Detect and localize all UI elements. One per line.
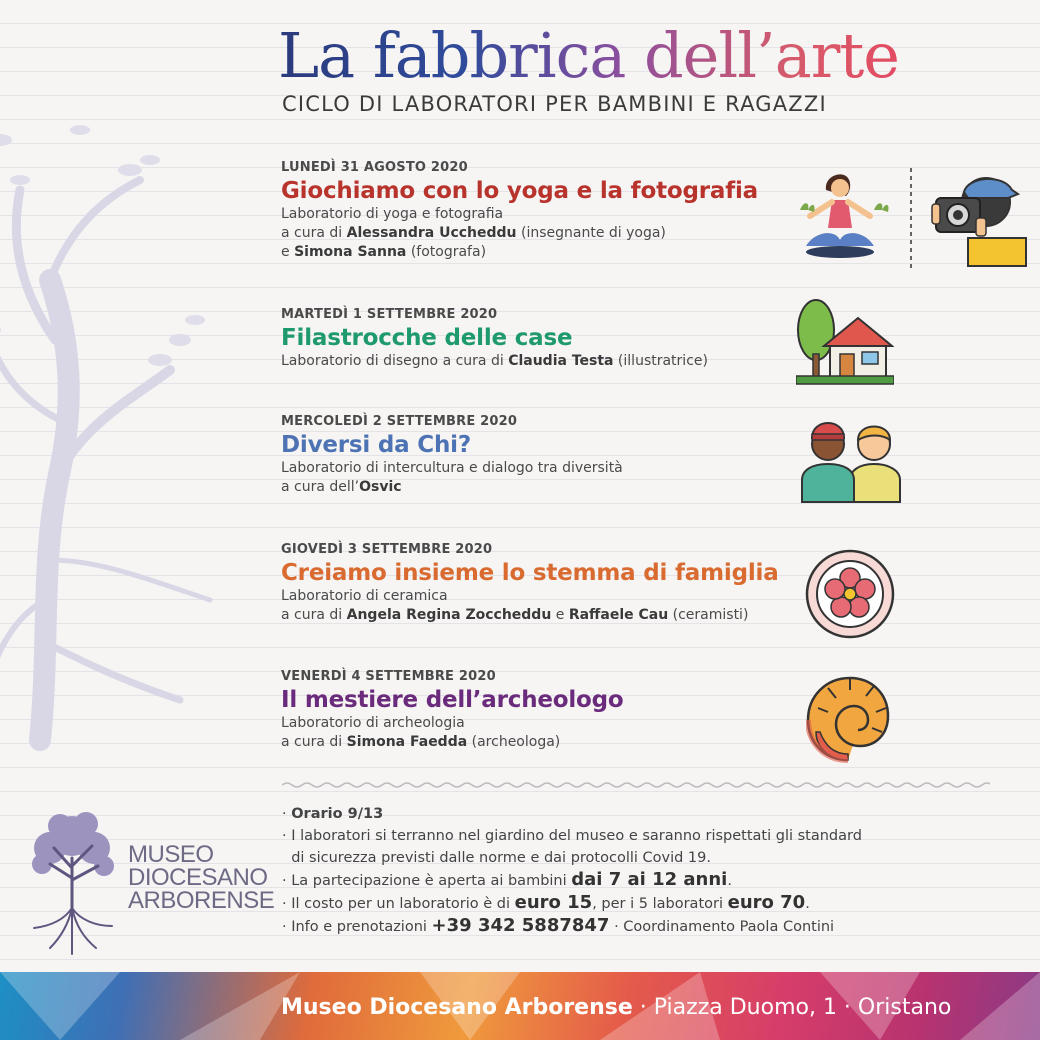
text-segment: (archeologa)	[467, 734, 561, 750]
text-line	[281, 587, 801, 606]
event-item	[281, 542, 801, 625]
text-emphasis: Angela Regina Zoccheddu	[346, 607, 552, 623]
footer-museum-name: Museo Diocesano Arborense	[281, 995, 633, 1020]
text-line	[281, 459, 801, 478]
friends-icon	[800, 414, 902, 504]
text-line	[282, 869, 982, 892]
text-emphasis: Simona Sanna	[294, 244, 407, 260]
text-line	[282, 803, 982, 825]
text-emphasis: euro 70	[727, 892, 806, 913]
event-item	[281, 307, 801, 371]
text-segment: di sicurezza previsti dalle norme e dai protocolli Covid 19.	[282, 850, 711, 866]
divider-icon	[908, 168, 914, 268]
wavy-divider-icon	[282, 780, 990, 790]
background-tree-icon	[0, 40, 240, 760]
text-line	[281, 606, 801, 625]
text-emphasis: Simona Faedda	[346, 734, 468, 750]
text-segment: e	[551, 607, 569, 623]
text-segment: Laboratorio di disegno a cura di	[281, 353, 509, 369]
text-emphasis: Alessandra Uccheddu	[346, 225, 517, 241]
text-emphasis: dai 7 ai 12 anni	[571, 869, 728, 890]
ammonite-fossil-icon	[806, 674, 890, 764]
house-icon	[796, 296, 894, 386]
event-item	[281, 669, 801, 752]
footer-address: · Piazza Duomo, 1 · Oristano	[632, 995, 952, 1020]
text-segment: .	[727, 873, 732, 889]
text-line	[281, 205, 801, 224]
text-line	[282, 892, 982, 915]
text-segment: Laboratorio di yoga e fotografia	[281, 206, 504, 222]
text-segment: · I laboratori si terranno nel giardino del museo e saranno rispettati gli standard	[282, 828, 862, 844]
logo-line: DIOCESANO	[128, 864, 268, 891]
event-title: Creiamo insieme lo stemma di famiglia	[281, 560, 779, 586]
page-title: La fabbrica dell’arte	[278, 18, 938, 94]
text-segment: ·	[282, 806, 292, 822]
ceramic-plate-icon	[804, 548, 896, 640]
event-title: Giochiamo con lo yoga e la fotografia	[281, 178, 759, 204]
event-item	[281, 160, 801, 262]
text-segment: (insegnante di yoga)	[516, 225, 666, 241]
museum-logo-text	[128, 843, 274, 912]
text-segment: Laboratorio di archeologia	[281, 715, 465, 731]
text-line	[281, 714, 801, 733]
yoga-icon	[796, 168, 894, 266]
event-date: MARTEDÌ 1 SETTEMBRE 2020	[281, 307, 498, 322]
event-description	[281, 714, 801, 752]
event-date: VENERDÌ 4 SETTEMBRE 2020	[281, 669, 496, 684]
event-description	[281, 587, 801, 625]
logo-line: MUSEO	[128, 841, 214, 868]
photographer-icon	[928, 168, 1028, 268]
text-line	[282, 847, 982, 869]
text-emphasis: Claudia Testa	[508, 353, 614, 369]
text-segment: , per i 5 laboratori	[592, 896, 728, 912]
text-line	[281, 352, 801, 371]
text-segment: e	[281, 244, 295, 260]
info-list	[282, 803, 982, 938]
text-line	[282, 915, 982, 938]
logo-line: ARBORENSE	[128, 887, 275, 914]
text-segment: · Coordinamento Paola Contini	[609, 919, 835, 935]
text-segment: · Info e prenotazioni	[282, 919, 432, 935]
text-segment: · La partecipazione è aperta ai bambini	[282, 873, 572, 889]
text-emphasis: euro 15	[514, 892, 593, 913]
text-segment: (ceramisti)	[668, 607, 749, 623]
text-segment: a cura di	[281, 607, 347, 623]
event-description	[281, 205, 801, 262]
text-segment: · Il costo per un laboratorio è di	[282, 896, 515, 912]
text-emphasis: Orario 9/13	[291, 806, 384, 822]
text-emphasis: +39 342 5887847	[431, 915, 610, 936]
text-line	[281, 243, 801, 262]
event-title: Il mestiere dell’archeologo	[281, 687, 624, 713]
text-segment: Laboratorio di intercultura e dialogo tra diversità	[281, 460, 623, 476]
text-segment: a cura di	[281, 225, 347, 241]
text-segment: .	[805, 896, 810, 912]
text-emphasis: Osvic	[359, 479, 402, 495]
footer-text	[281, 995, 951, 1020]
text-segment: a cura di	[281, 734, 347, 750]
event-title: Diversi da Chi?	[281, 432, 471, 458]
event-title: Filastrocche delle case	[281, 325, 573, 351]
event-description	[281, 459, 801, 497]
footer-bar	[0, 972, 1040, 1040]
text-line	[282, 825, 982, 847]
text-segment: a cura dell’	[281, 479, 360, 495]
text-line	[281, 478, 801, 497]
event-date: LUNEDÌ 31 AGOSTO 2020	[281, 160, 468, 175]
text-segment: (fotografa)	[406, 244, 487, 260]
event-date: MERCOLEDÌ 2 SETTEMBRE 2020	[281, 414, 518, 429]
event-date: GIOVEDÌ 3 SETTEMBRE 2020	[281, 542, 493, 557]
text-emphasis: Raffaele Cau	[568, 607, 669, 623]
event-description	[281, 352, 801, 371]
text-line	[281, 733, 801, 752]
text-segment: Laboratorio di ceramica	[281, 588, 448, 604]
event-item	[281, 414, 801, 497]
text-segment: (illustratrice)	[613, 353, 708, 369]
text-line	[281, 224, 801, 243]
page-subtitle: CICLO DI LABORATORI PER BAMBINI E RAGAZZI	[282, 92, 827, 116]
